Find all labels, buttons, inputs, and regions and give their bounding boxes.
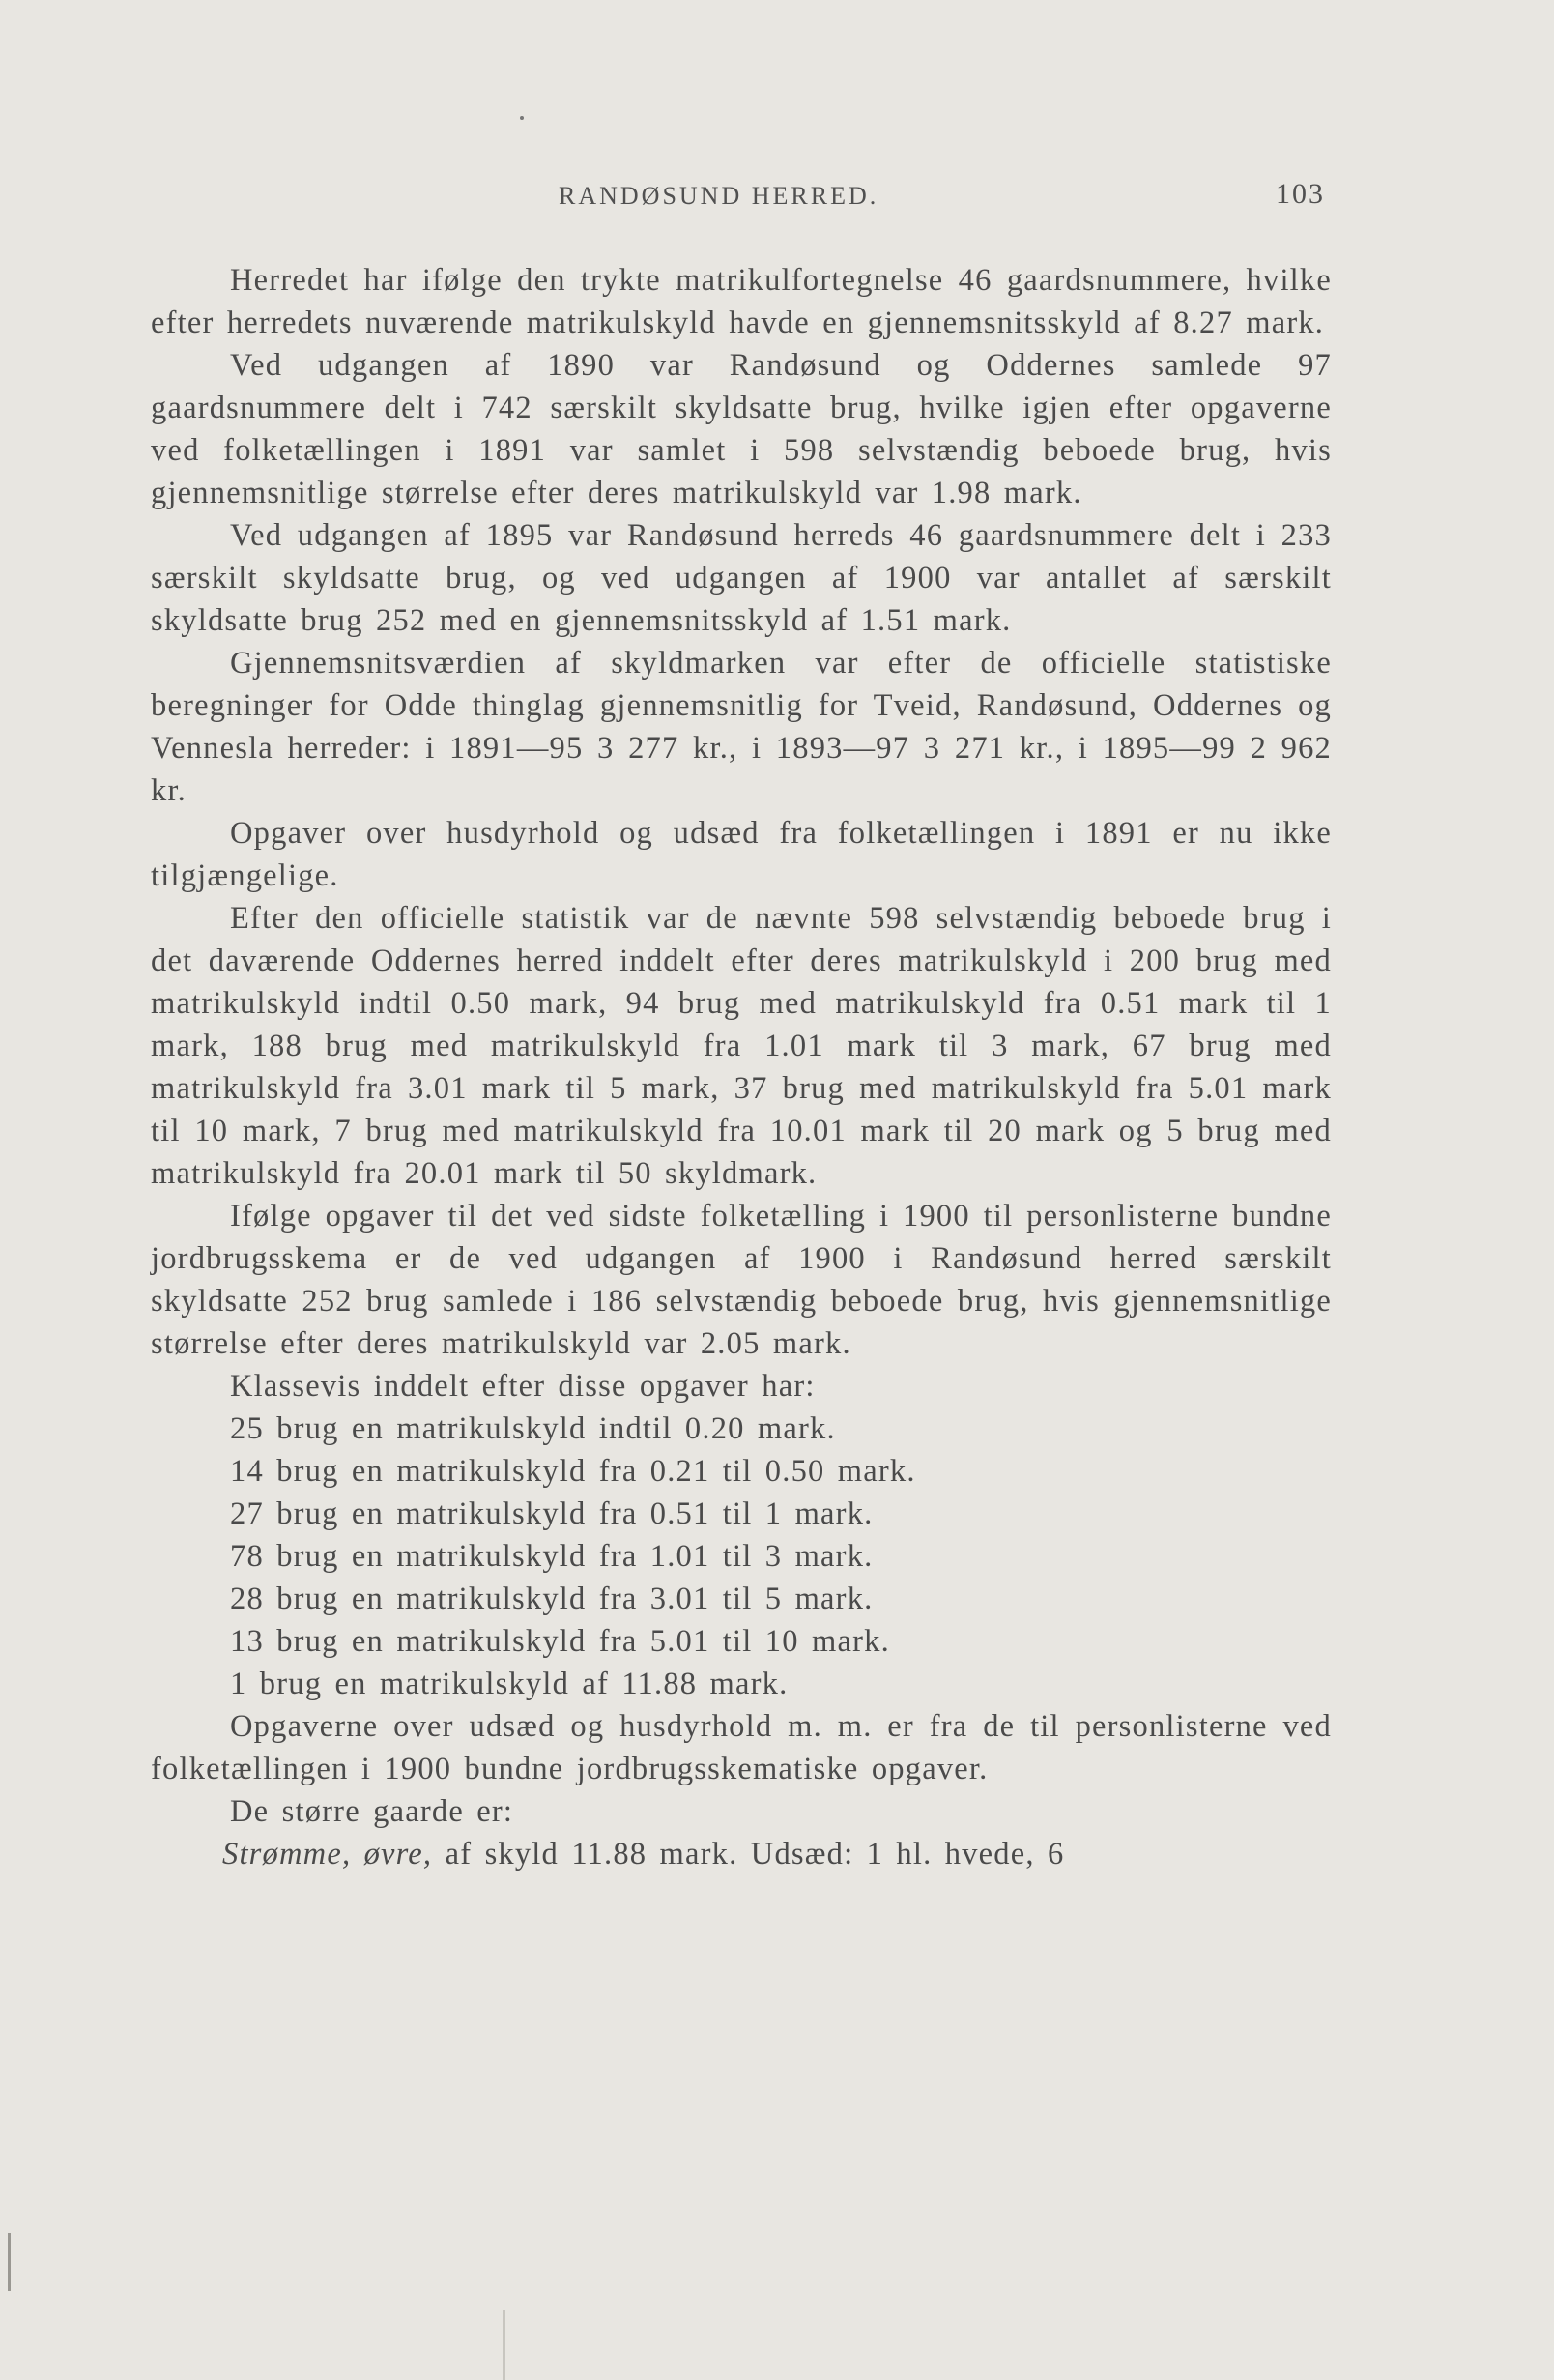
- body-text: [151, 259, 1332, 1875]
- paragraph-2: Ved udgangen af 1890 var Randøsund og Oddernes samlede 97 gaardsnummere delt i 742 særskilt skyldsatte brug, hvilke igjen efter opgaverne ved folketællingen i 1891 var samlet i 598 selvstændig beboede brug, hvis gjennemsnitlige størrelse efter deres matrikulskyld var 1.98 mark.: [151, 348, 1332, 510]
- list-intro: Klassevis inddelt efter disse opgaver har:: [230, 1369, 816, 1404]
- paragraph-3: Ved udgangen af 1895 var Randøsund herreds 46 gaardsnummere delt i 233 særskilt skyldsatte brug, og ved udgangen af 1900 var antallet af særskilt skyldsatte brug 252 med en gjennemsnitsskyld af 1.51 mark.: [151, 518, 1332, 638]
- list-item: 14 brug en matrikulskyld fra 0.21 til 0.50 mark.: [230, 1454, 916, 1489]
- classification-list: [151, 1408, 1332, 1705]
- paragraph-1: Herredet har ifølge den trykte matrikulfortegnelse 46 gaardsnummere, hvilke efter herredets nuværende matrikulskyld havde en gjennemsnitsskyld af 8.27 mark.: [151, 263, 1332, 340]
- scan-speck: [520, 116, 524, 120]
- page-number: 103: [1276, 178, 1325, 210]
- farm-name: Strømme, øvre,: [222, 1837, 433, 1872]
- list-item: 1 brug en matrikulskyld af 11.88 mark.: [230, 1667, 789, 1701]
- running-header: RANDØSUND HERRED.: [559, 182, 879, 210]
- paragraph-5: Opgaver over husdyrhold og udsæd fra folketællingen i 1891 er nu ikke tilgjængelige.: [151, 816, 1332, 893]
- paragraph-4: Gjennemsnitsværdien af skyldmarken var efter de officielle statistiske beregninger for Odde thinglag gjennemsnitlig for Tveid, Randøsund, Oddernes og Vennesla herreder: i 1891—95 3 277 kr., i 1893—97 3 271 kr., i 1895—99 2 962 kr.: [151, 646, 1332, 808]
- list-item: 27 brug en matrikulskyld fra 0.51 til 1 mark.: [230, 1496, 874, 1531]
- closing-paragraph: Opgaverne over udsæd og husdyrhold m. m. er fra de til personlisterne ved folketællingen i 1900 bundne jordbrugsskematiske opgaver.: [151, 1709, 1332, 1786]
- paragraph-7: Ifølge opgaver til det ved sidste folketælling i 1900 til personlisterne bundne jordbrugsskema er de ved udgangen af 1900 i Randøsund herred særskilt skyldsatte 252 brug samlede i 186 selvstændig beboede brug, hvis gjennemsnitlige størrelse efter deres matrikulskyld var 2.05 mark.: [151, 1199, 1332, 1361]
- paragraph-6: Efter den officielle statistik var de nævnte 598 selvstændig beboede brug i det daværende Oddernes herred inddelt efter deres matrikulskyld i 200 brug med matrikulskyld indtil 0.50 mark, 94 brug med matrikulskyld fra 0.51 mark til 1 mark, 188 brug med matrikulskyld fra 1.01 mark til 3 mark, 67 brug med matrikulskyld fra 3.01 mark til 5 mark, 37 brug med matrikulskyld fra 5.01 mark til 10 mark, 7 brug med matrikulskyld fra 10.01 mark til 20 mark og 5 brug med matrikulskyld fra 20.01 mark til 50 skyldmark.: [151, 901, 1332, 1191]
- list-item: 28 brug en matrikulskyld fra 3.01 til 5 mark.: [230, 1582, 874, 1616]
- farm-details: af skyld 11.88 mark. Udsæd: 1 hl. hvede, 6: [432, 1837, 1065, 1872]
- scan-fold-mark: [503, 2310, 505, 2380]
- list-item: 25 brug en matrikulskyld indtil 0.20 mark.: [230, 1411, 836, 1446]
- farms-intro: De større gaarde er:: [230, 1794, 514, 1829]
- list-item: 78 brug en matrikulskyld fra 1.01 til 3 mark.: [230, 1539, 874, 1574]
- farm-entry: [151, 1833, 1332, 1875]
- scan-edge-mark: [8, 2233, 11, 2291]
- list-item: 13 brug en matrikulskyld fra 5.01 til 10 mark.: [230, 1624, 890, 1659]
